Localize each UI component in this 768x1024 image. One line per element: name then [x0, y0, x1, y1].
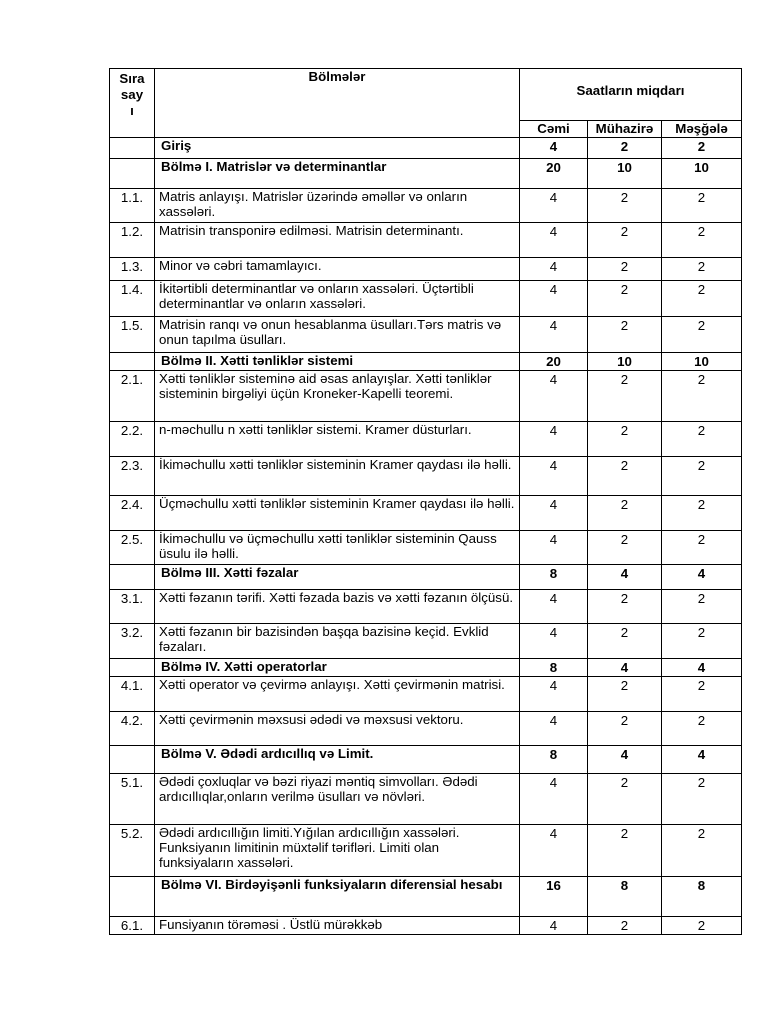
section-row [110, 353, 742, 371]
row-total-hours: 20 [520, 353, 588, 371]
row-practice-hours: 2 [662, 496, 742, 531]
row-title: Bölmə V. Ədədi ardıcıllıq və Limit. [155, 746, 520, 774]
row-title: Minor və cəbri tamamlayıcı. [155, 258, 520, 281]
row-number [110, 746, 155, 774]
row-total-hours: 4 [520, 371, 588, 422]
row-title: Bölmə VI. Birdəyişənli funksiyaların diferensial hesabı [155, 877, 520, 917]
row-total-hours: 4 [520, 624, 588, 659]
section-row [110, 746, 742, 774]
row-number: 1.5. [110, 317, 155, 353]
row-lecture-hours: 2 [588, 496, 662, 531]
row-total-hours: 8 [520, 659, 588, 677]
row-lecture-hours: 2 [588, 422, 662, 457]
section-row [110, 877, 742, 917]
header-sequence-number [110, 69, 155, 138]
row-title: Xətti fəzanın bir bazisindən başqa bazisinə keçid. Evklid fəzaları. [155, 624, 520, 659]
row-total-hours: 4 [520, 531, 588, 565]
topic-row [110, 281, 742, 317]
row-number [110, 565, 155, 590]
row-total-hours: 4 [520, 917, 588, 935]
row-title: Xətti çevirmənin məxsusi ədədi və məxsusi vektoru. [155, 712, 520, 746]
row-title: Matrisin transponirə edilməsi. Matrisin determinantı. [155, 223, 520, 258]
row-number: 1.2. [110, 223, 155, 258]
topic-row [110, 223, 742, 258]
row-lecture-hours: 2 [588, 825, 662, 877]
row-total-hours: 16 [520, 877, 588, 917]
header-row [110, 69, 742, 121]
row-title: Xətti tənliklər sisteminə aid əsas anlayışlar. Xətti tənliklər sisteminin birgəliyi üçün Kroneker-Kapelli teoremi. [155, 371, 520, 422]
row-total-hours: 4 [520, 496, 588, 531]
row-practice-hours: 2 [662, 189, 742, 223]
row-total-hours: 4 [520, 457, 588, 496]
row-lecture-hours: 2 [588, 457, 662, 496]
row-title: Giriş [155, 138, 520, 159]
row-title: Ədədi çoxluqlar və bəzi riyazi məntiq simvolları. Ədədi ardıcıllıqlar,onların verilmə üsulları və növləri. [155, 774, 520, 825]
topic-row [110, 496, 742, 531]
row-practice-hours: 2 [662, 825, 742, 877]
row-number [110, 877, 155, 917]
row-title: Üçməchullu xətti tənliklər sisteminin Kramer qaydası ilə həlli. [155, 496, 520, 531]
row-lecture-hours: 2 [588, 531, 662, 565]
topic-row [110, 189, 742, 223]
row-number: 1.1. [110, 189, 155, 223]
topic-row [110, 422, 742, 457]
row-number: 3.1. [110, 590, 155, 624]
topic-row [110, 917, 742, 935]
row-number [110, 138, 155, 159]
row-practice-hours: 2 [662, 774, 742, 825]
row-practice-hours: 2 [662, 371, 742, 422]
row-lecture-hours: 2 [588, 281, 662, 317]
row-practice-hours: 2 [662, 138, 742, 159]
row-practice-hours: 2 [662, 281, 742, 317]
row-title: Bölmə III. Xətti fəzalar [155, 565, 520, 590]
row-practice-hours: 2 [662, 258, 742, 281]
row-title: İkitərtibli determinantlar və onların xassələri. Üçtərtibli determinantlar və onların xassələri. [155, 281, 520, 317]
row-practice-hours: 2 [662, 531, 742, 565]
row-title: Matrisin ranqı və onun hesablanma üsulları.Tərs matris və onun tapılma üsulları. [155, 317, 520, 353]
row-title: Xətti fəzanın tərifi. Xətti fəzada bazis və xətti fəzanın ölçüsü. [155, 590, 520, 624]
topic-row [110, 590, 742, 624]
row-number [110, 659, 155, 677]
row-lecture-hours: 2 [588, 712, 662, 746]
topic-row [110, 258, 742, 281]
row-practice-hours: 2 [662, 422, 742, 457]
row-total-hours: 4 [520, 774, 588, 825]
header-total: Cəmi [520, 121, 588, 138]
row-total-hours: 4 [520, 189, 588, 223]
row-number: 2.2. [110, 422, 155, 457]
row-lecture-hours: 8 [588, 877, 662, 917]
header-sections: Bölmələr [155, 69, 520, 138]
row-practice-hours: 2 [662, 677, 742, 712]
row-practice-hours: 2 [662, 457, 742, 496]
topic-row [110, 825, 742, 877]
topic-row [110, 317, 742, 353]
row-practice-hours: 2 [662, 712, 742, 746]
row-total-hours: 4 [520, 258, 588, 281]
row-number [110, 353, 155, 371]
header-seq-line-2: say [120, 87, 144, 102]
row-number: 2.1. [110, 371, 155, 422]
header-practice: Məşğələ [662, 121, 742, 138]
topic-row [110, 457, 742, 496]
topic-row [110, 371, 742, 422]
row-number: 2.3. [110, 457, 155, 496]
row-total-hours: 4 [520, 422, 588, 457]
row-number: 1.3. [110, 258, 155, 281]
row-title: Bölmə II. Xətti tənliklər sistemi [155, 353, 520, 371]
row-title: n-məchullu n xətti tənliklər sistemi. Kramer düsturları. [155, 422, 520, 457]
topic-row [110, 774, 742, 825]
row-lecture-hours: 2 [588, 189, 662, 223]
row-lecture-hours: 2 [588, 590, 662, 624]
header-seq-line-1: Sıra [119, 71, 145, 86]
header-lecture: Mühazirə [588, 121, 662, 138]
row-practice-hours: 2 [662, 590, 742, 624]
topic-row [110, 712, 742, 746]
section-row [110, 138, 742, 159]
row-practice-hours: 2 [662, 317, 742, 353]
topic-row [110, 677, 742, 712]
row-lecture-hours: 2 [588, 371, 662, 422]
row-title: Funsiyanın törəməsi . Üstlü mürəkkəb [155, 917, 520, 935]
row-number: 6.1. [110, 917, 155, 935]
row-number: 1.4. [110, 281, 155, 317]
row-total-hours: 4 [520, 825, 588, 877]
row-practice-hours: 4 [662, 659, 742, 677]
row-total-hours: 4 [520, 223, 588, 258]
header-seq-line-3: ı [130, 103, 134, 118]
row-lecture-hours: 2 [588, 774, 662, 825]
row-lecture-hours: 2 [588, 317, 662, 353]
row-lecture-hours: 2 [588, 258, 662, 281]
row-total-hours: 8 [520, 746, 588, 774]
row-title: Bölmə IV. Xətti operatorlar [155, 659, 520, 677]
row-lecture-hours: 2 [588, 917, 662, 935]
row-practice-hours: 10 [662, 353, 742, 371]
row-practice-hours: 4 [662, 565, 742, 590]
row-number: 5.1. [110, 774, 155, 825]
row-number: 5.2. [110, 825, 155, 877]
row-number: 2.5. [110, 531, 155, 565]
header-hours: Saatların miqdarı [520, 69, 742, 121]
row-title: Xətti operator və çevirmə anlayışı. Xətti çevirmənin matrisi. [155, 677, 520, 712]
row-lecture-hours: 10 [588, 159, 662, 189]
row-number [110, 159, 155, 189]
row-number: 4.1. [110, 677, 155, 712]
row-practice-hours: 4 [662, 746, 742, 774]
row-total-hours: 4 [520, 281, 588, 317]
row-total-hours: 4 [520, 677, 588, 712]
row-lecture-hours: 2 [588, 138, 662, 159]
row-title: Matris anlayışı. Matrislər üzərində əməllər və onların xassələri. [155, 189, 520, 223]
row-title: Bölmə I. Matrislər və determinantlar [155, 159, 520, 189]
row-lecture-hours: 2 [588, 624, 662, 659]
row-title: İkiməchullu və üçməchullu xətti tənliklər sisteminin Qauss üsulu ilə həlli. [155, 531, 520, 565]
section-row [110, 659, 742, 677]
topic-row [110, 531, 742, 565]
row-lecture-hours: 4 [588, 565, 662, 590]
row-lecture-hours: 10 [588, 353, 662, 371]
section-row [110, 565, 742, 590]
row-lecture-hours: 2 [588, 223, 662, 258]
row-practice-hours: 2 [662, 624, 742, 659]
row-number: 4.2. [110, 712, 155, 746]
row-practice-hours: 2 [662, 917, 742, 935]
row-title: Ədədi ardıcıllığın limiti.Yığılan ardıcıllığın xassələri. Funksiyanın limitinin müxtəlif tərifləri. Limiti olan funksiyaların xassələri. [155, 825, 520, 877]
row-total-hours: 20 [520, 159, 588, 189]
row-lecture-hours: 4 [588, 746, 662, 774]
row-practice-hours: 10 [662, 159, 742, 189]
curriculum-table [109, 68, 742, 935]
row-number: 2.4. [110, 496, 155, 531]
row-total-hours: 4 [520, 138, 588, 159]
topic-row [110, 624, 742, 659]
section-row [110, 159, 742, 189]
row-title: İkiməchullu xətti tənliklər sisteminin Kramer qaydası ilə həlli. [155, 457, 520, 496]
row-total-hours: 4 [520, 590, 588, 624]
row-total-hours: 8 [520, 565, 588, 590]
row-practice-hours: 8 [662, 877, 742, 917]
row-practice-hours: 2 [662, 223, 742, 258]
row-total-hours: 4 [520, 712, 588, 746]
row-lecture-hours: 2 [588, 677, 662, 712]
row-lecture-hours: 4 [588, 659, 662, 677]
row-total-hours: 4 [520, 317, 588, 353]
row-number: 3.2. [110, 624, 155, 659]
